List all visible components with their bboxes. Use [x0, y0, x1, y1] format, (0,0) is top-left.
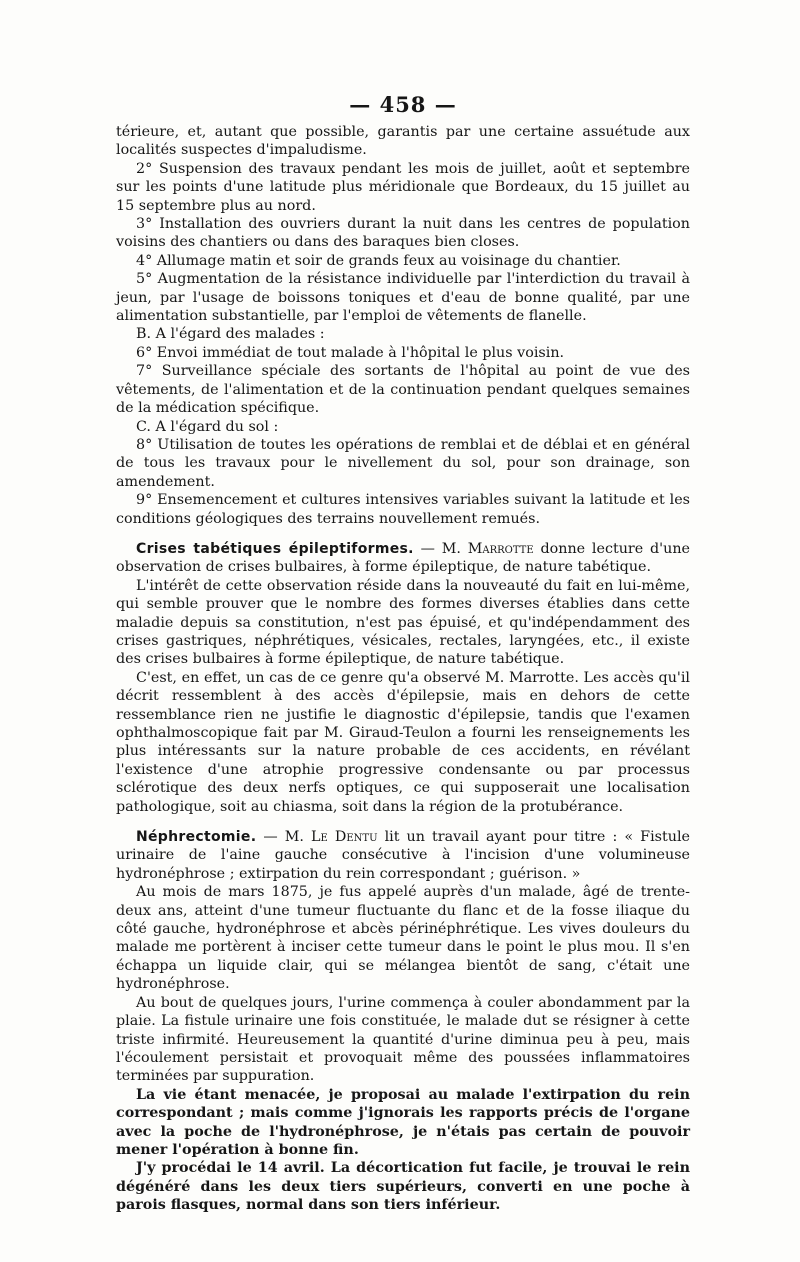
paragraph-heading-b: B. A l'égard des malades : — [136, 326, 325, 343]
paragraph-item-2: 2° Suspension des travaux pendant les mois de juillet, août et septembre sur les points d'une latitude plus méridionale que Bordeaux, du 15 juillet au 15 septembre plus au nord. — [116, 160, 690, 214]
author-name: Le Dentu — [311, 829, 378, 846]
section-nephrectomie-lead — [116, 828, 690, 883]
paragraph-item-5: 5° Augmentation de la résistance individuelle par l'interdiction du travail à jeun, par l'usage de boissons toniques et d'eau de bonne qualité, par une alimentation substantielle, par l'emploi de vêtements de flanelle. — [116, 271, 690, 325]
section-nephrectomie-paragraph: J'y procédai le 14 avril. La décortication fut facile, je trouvai le rein dégénéré dans les deux tiers supérieurs, converti en une poche à parois flasques, normal dans son tiers inférieur. — [116, 1160, 690, 1214]
paragraph-item-4: 4° Allumage matin et soir de grands feux au voisinage du chantier. — [136, 252, 621, 269]
section-dash: — M. — [256, 829, 312, 846]
body-text — [116, 123, 690, 1215]
section-heading: Crises tabétiques épileptiformes. — [136, 540, 414, 557]
section-nephrectomie-paragraph: Au mois de mars 1875, je fus appelé auprès d'un malade, âgé de trente-deux ans, atteint d'une tumeur fluctuante du flanc et de la fosse iliaque du côté gauche, hydronéphrose et abcès périnéphrétique. Les vives douleurs du malade me portèrent à inciser cette tumeur dans le point le plus mou. Il s'en échappa un liquide clair, qui se mélangea bientôt de sang, c'était une hydronéphrose. — [116, 884, 690, 993]
paragraph-continued: térieure, et, autant que possible, garantis par une certaine assuétude aux localités suspectes d'impaludisme. — [116, 124, 690, 159]
paragraph-item-3: 3° Installation des ouvriers durant la nuit dans les centres de population voisins des chantiers ou dans des baraques bien closes. — [116, 216, 690, 251]
section-dash: — M. — [413, 540, 468, 557]
section-heading: Néphrectomie. — [136, 829, 257, 846]
paragraph-item-7: 7° Surveillance spéciale des sortants de l'hôpital au point de vue des vêtements, de l'alimentation et de la continuation pendant quelques semaines de la médication spécifique. — [116, 363, 690, 417]
paragraph-heading-c: C. A l'égard du sol : — [136, 418, 279, 435]
page-number: — 458 — — [349, 92, 457, 117]
section-nephrectomie-paragraph: Au bout de quelques jours, l'urine commença à couler abondamment par la plaie. La fistule urinaire une fois constituée, le malade dut se résigner à cette triste infirmité. Heureusement la quantité d'urine diminua peu à peu, mais l'écoulement persistait et provoquait même des poussées inflammatoires terminées par suppuration. — [116, 994, 690, 1085]
paragraph-item-8: 8° Utilisation de toutes les opérations de remblai et de déblai et en général de tous les travaux pour le nivellement du sol, pour son drainage, son amendement. — [116, 436, 690, 490]
section-lead-text: lit un travail ayant pour titre : « Fistule urinaire de l'aine gauche consécutive à l'incision d'une volumineuse hydronéphrose ; extirpation du rein correspondant ; guérison. » — [116, 829, 690, 882]
section-crises-paragraph: C'est, en effet, un cas de ce genre qu'a observé M. Marrotte. Les accès qu'il décrit ressemblent à des accès d'épilepsie, mais en dehors de cette ressemblance rien ne justifie le diagnostic d'épilepsie, tandis que l'examen ophthalmoscopique fait par M. Giraud-Teulon a fourni les renseignements les plus intéressants sur la nature probable de ces accidents, en révélant l'existence d'une atrophie progressive condensante ou par processus sclérotique des deux nerfs optiques, ce qui supposerait une localisation pathologique, soit au chiasma, soit dans la région de la protubérance. — [116, 669, 690, 815]
section-nephrectomie-paragraph: La vie étant menacée, je proposai au malade l'extirpation du rein correspondant ; mais comme j'ignorais les rapports précis de l'organe avec la poche de l'hydronéphrose, je n'étais pas certain de pouvoir mener l'opération à bonne fin. — [116, 1086, 690, 1158]
section-crises-lead — [116, 540, 690, 577]
section-crises-paragraph: L'intérêt de cette observation réside dans la nouveauté du fait en lui-même, qui semble prouver que le nombre des formes diverses établies dans cette maladie depuis sa constitution, n'est pas épuisé, et qu'indépendamment des crises gastriques, néphrétiques, vésicales, rectales, laryngées, etc., il existe des crises bulbaires à forme épileptique, de nature tabétique. — [116, 577, 690, 668]
section-lead-text: donne lecture d'une observation de crises bulbaires, à forme épileptique, de nature tabétique. — [116, 540, 690, 576]
paragraph-item-9: 9° Ensemencement et cultures intensives variables suivant la latitude et les conditions géologiques des terrains nouvellement remués. — [116, 492, 690, 527]
author-name: Marrotte — [467, 540, 534, 557]
paragraph-item-6: 6° Envoi immédiat de tout malade à l'hôpital le plus voisin. — [136, 344, 565, 361]
